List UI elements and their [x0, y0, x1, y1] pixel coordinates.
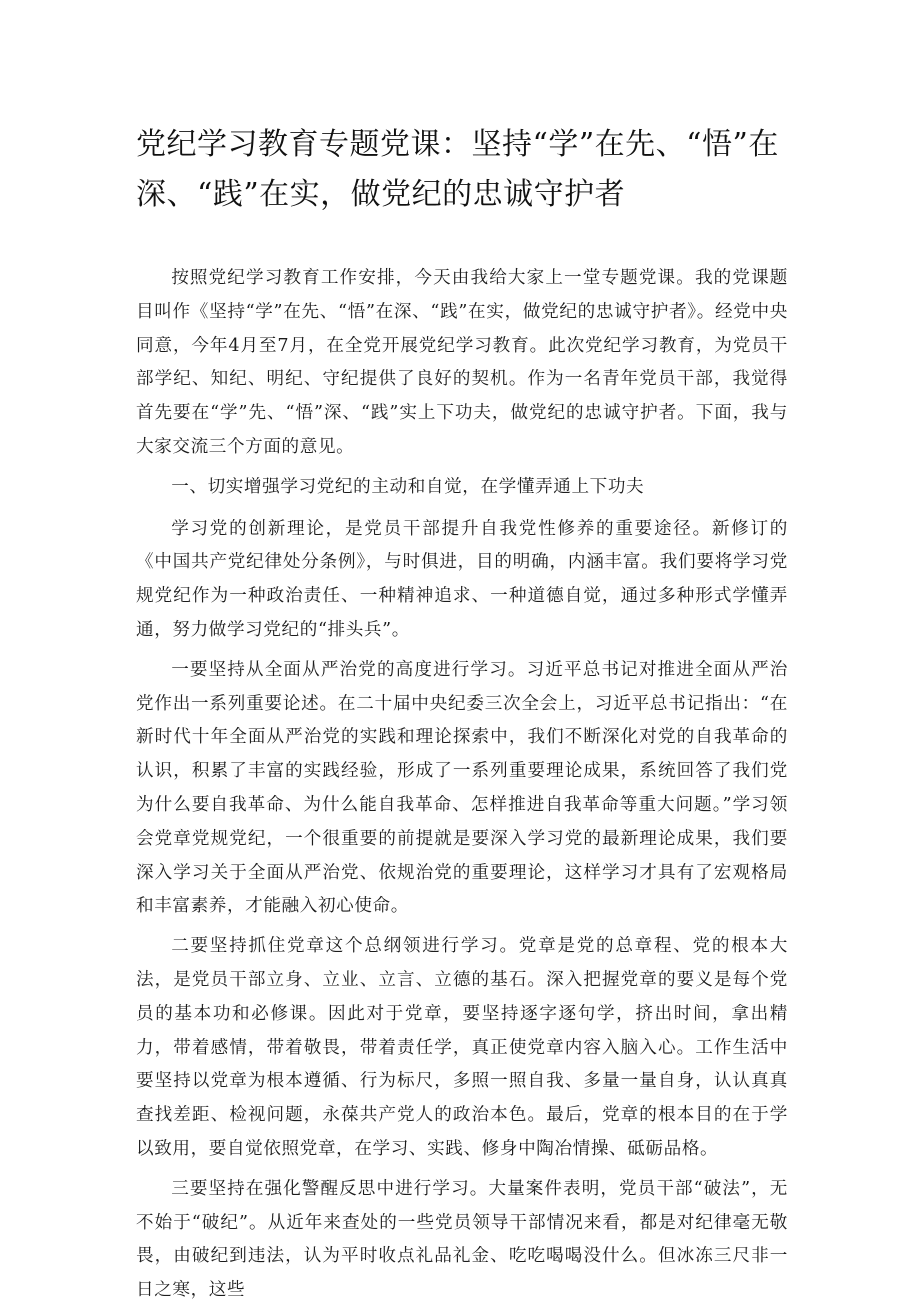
document-body [136, 262, 788, 1314]
paragraph-point-3: 三要坚持在强化警醒反思中进行学习。大量案件表明，党员干部“破法”，无不始于“破纪”。从近年来查处的一些党员领导干部情况来看，都是对纪律毫无敬畏，由破纪到违法，认为平时收点礼品礼金、吃吃喝喝没什么。但冰冻三尺非一日之寒，这些 [136, 1178, 788, 1301]
paragraph-point-2: 二要坚持抓住党章这个总纲领进行学习。党章是党的总章程、党的根本大法，是党员干部立身、立业、立言、立德的基石。深入把握党章的要义是每个党员的基本功和必修课。因此对于党章，要坚持逐字逐句学，挤出时间，拿出精力，带着感情，带着敬畏，带着责任学，真正使党章内容入脑入心。工作生活中要坚持以党章为根本遵循、行为标尺，多照一照自我、多量一量自身，认认真真查找差距、检视问题，永葆共产党人的政治本色。最后，党章的根本目的在于学以致用，要自觉依照党章，在学习、实践、修身中陶冶情操、砥砺品格。 [136, 936, 788, 1159]
paragraph-section-1-intro: 学习党的创新理论，是党员干部提升自我党性修养的重要途径。新修订的《中国共产党纪律处分条例》，与时俱进，目的明确，内涵丰富。我们要将学习党规党纪作为一种政治责任、一种精神追求、一种道德自觉，通过多种形式学懂弄通，努力做学习党纪的“排头兵”。 [136, 518, 788, 640]
section-heading-1: 一、切实增强学习党纪的主动和自觉，在学懂弄通上下功夫 [171, 476, 645, 497]
paragraph-point-1: 一要坚持从全面从严治党的高度进行学习。习近平总书记对推进全面从严治党作出一系列重要论述。在二十届中央纪委三次全会上，习近平总书记指出：“在新时代十年全面从严治党的实践和理论探索中，我们不断深化对党的自我革命的认识，积累了丰富的实践经验，形成了一系列重要理论成果，系统回答了我们党为什么要自我革命、为什么能自我革命、怎样推进自我革命等重大问题。”学习领会党章党规党纪，一个很重要的前提就是要深入学习党的最新理论成果，我们要深入学习关于全面从严治党、依规治党的重要理论，这样学习才具有了宏观格局和丰富素养，才能融入初心使命。 [136, 659, 788, 917]
paragraph-intro: 按照党纪学习教育工作安排，今天由我给大家上一堂专题党课。我的党课题目叫作《坚持“学”在先、“悟”在深、“践”在实，做党纪的忠诚守护者》。经党中央同意，今年4月至7月，在全党开展党纪学习教育。此次党纪学习教育，为党员干部学纪、知纪、明纪、守纪提供了良好的契机。作为一名青年党员干部，我觉得首先要在“学”先、“悟”深、“践”实上下功夫，做党纪的忠诚守护者。下面，我与大家交流三个方面的意见。 [136, 268, 788, 457]
document-title: 党纪学习教育专题党课：坚持“学”在先、“悟”在深、“践”在实，做党纪的忠诚守护者 [136, 127, 779, 212]
